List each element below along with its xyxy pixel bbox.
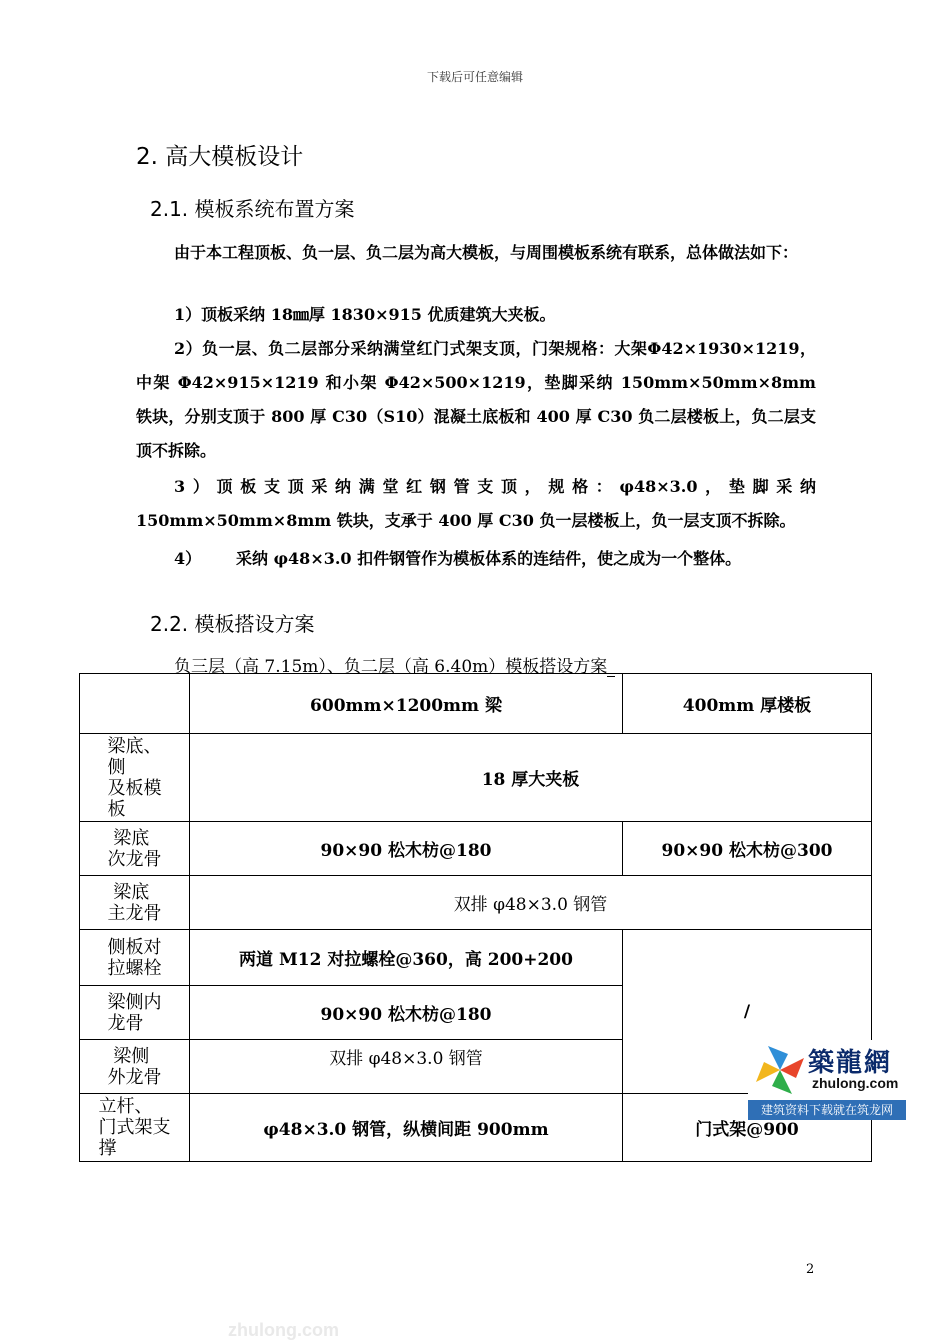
header-note: 下载后可任意编辑 <box>426 70 523 84</box>
intro-paragraph: 由于本工程顶板、负一层、负二层为高大模板，与周围模板系统有联系，总体做法如下： <box>174 243 799 262</box>
row-label <box>80 930 190 986</box>
logo-slogan: 建筑资料下载就在筑龙网 <box>748 1100 906 1120</box>
row-label-line: 梁侧内 <box>107 991 162 1013</box>
row-label <box>80 1040 190 1094</box>
table-caption-text: 负三层（高 7.15m）、负二层（高 6.40m）模板搭设方案 <box>174 657 608 677</box>
heading-section-2-2: 2.2. 模板搭设方案 <box>150 612 315 636</box>
table-row <box>80 822 872 876</box>
row-label-line: 板 <box>107 798 126 820</box>
table-cell: 18 厚大夹板 <box>190 734 872 822</box>
table-cell-text: 双排 φ48×3.0 钢管 <box>329 1049 483 1069</box>
row-label-line: 龙骨 <box>107 1012 144 1034</box>
table-row <box>80 734 872 822</box>
row-label-line: 梁底、 <box>107 735 162 757</box>
list-item-2: 2）负一层、负二层部分采纳满堂红门式架支顶，门架规格：大架Φ42×1930×1219，中架 Φ42×915×1219 和小架 Φ42×500×1219，垫脚采纳 150mm×50mm×8mm 铁块，分别支顶于 800 厚 C30（S10）混凝土底板和 400 厚 C30 负二层楼板上，负二层支顶不拆除。 <box>136 339 816 460</box>
col-header-beam: 600mm×1200mm 梁 <box>190 674 623 734</box>
logo-domain: zhulong.com <box>812 1075 899 1091</box>
table-row <box>80 876 872 930</box>
page-number: 2 <box>806 1262 815 1277</box>
table-cell: φ48×3.0 钢管，纵横间距 900mm <box>190 1094 623 1162</box>
heading-section-2-1: 2.1. 模板系统布置方案 <box>150 197 355 221</box>
list-item-4-number: 4） <box>174 549 202 568</box>
table-corner-cell <box>80 674 190 734</box>
row-label-line: 外龙骨 <box>107 1066 162 1088</box>
table-header-row <box>80 674 872 734</box>
row-label <box>80 876 190 930</box>
row-label-line: 主龙骨 <box>107 902 162 924</box>
row-label <box>80 1094 190 1162</box>
col-header-slab: 400mm 厚楼板 <box>623 674 872 734</box>
list-item-4 <box>174 542 824 576</box>
list-item-4-text: 采纳 φ48×3.0 扣件钢管作为模板体系的连结件，使之成为一个整体。 <box>236 549 742 568</box>
row-label-line: 梁侧 <box>113 1045 150 1067</box>
watermark: zhulong.com <box>228 1320 339 1340</box>
table-cell: 门式架@900 <box>623 1094 872 1162</box>
row-label-line: 立杆、 <box>98 1096 153 1117</box>
logo-pinwheel-icon <box>752 1042 808 1098</box>
row-label-line: 拉螺栓 <box>107 957 162 979</box>
zhulong-logo <box>748 1040 906 1120</box>
heading-section-2: 2. 高大模板设计 <box>136 144 304 170</box>
table-cell: 两道 M12 对拉螺栓@360，高 200+200 <box>190 930 623 986</box>
row-label <box>80 822 190 876</box>
table-cell: 90×90 松木枋@180 <box>190 986 623 1040</box>
logo-name: 築龍網 <box>808 1048 893 1078</box>
row-label-line: 梁底 <box>113 881 150 903</box>
row-label-line: 次龙骨 <box>107 848 162 870</box>
table-cell <box>190 876 872 930</box>
table-cell: 90×90 松木枋@300 <box>623 822 872 876</box>
list-item-3: 3）顶板支顶采纳满堂红钢管支顶，规格：φ48×3.0，垫脚采纳 150mm×50mm×8mm 铁块，支承于 400 厚 C30 负一层楼板上，负一层支顶不拆除。 <box>136 477 816 530</box>
row-label-line: 及板模 <box>107 777 162 799</box>
table-cell: 90×90 松木枋@180 <box>190 822 623 876</box>
row-label-line: 侧 <box>107 756 126 778</box>
table-cell-text: 双排 φ48×3.0 钢管 <box>453 895 608 915</box>
table-cell <box>190 1040 623 1094</box>
table-row <box>80 930 872 986</box>
row-label <box>80 986 190 1040</box>
row-label-line: 侧板对 <box>107 936 162 958</box>
row-label <box>80 734 190 822</box>
row-label-line: 撑 <box>98 1138 117 1159</box>
table-cell-merged-slab: / <box>623 930 872 1094</box>
row-label-line: 门式架支 <box>98 1117 171 1138</box>
row-label-line: 梁底 <box>113 827 150 849</box>
list-item-1: 1）顶板采纳 18㎜厚 1830×915 优质建筑大夹板。 <box>174 305 556 324</box>
